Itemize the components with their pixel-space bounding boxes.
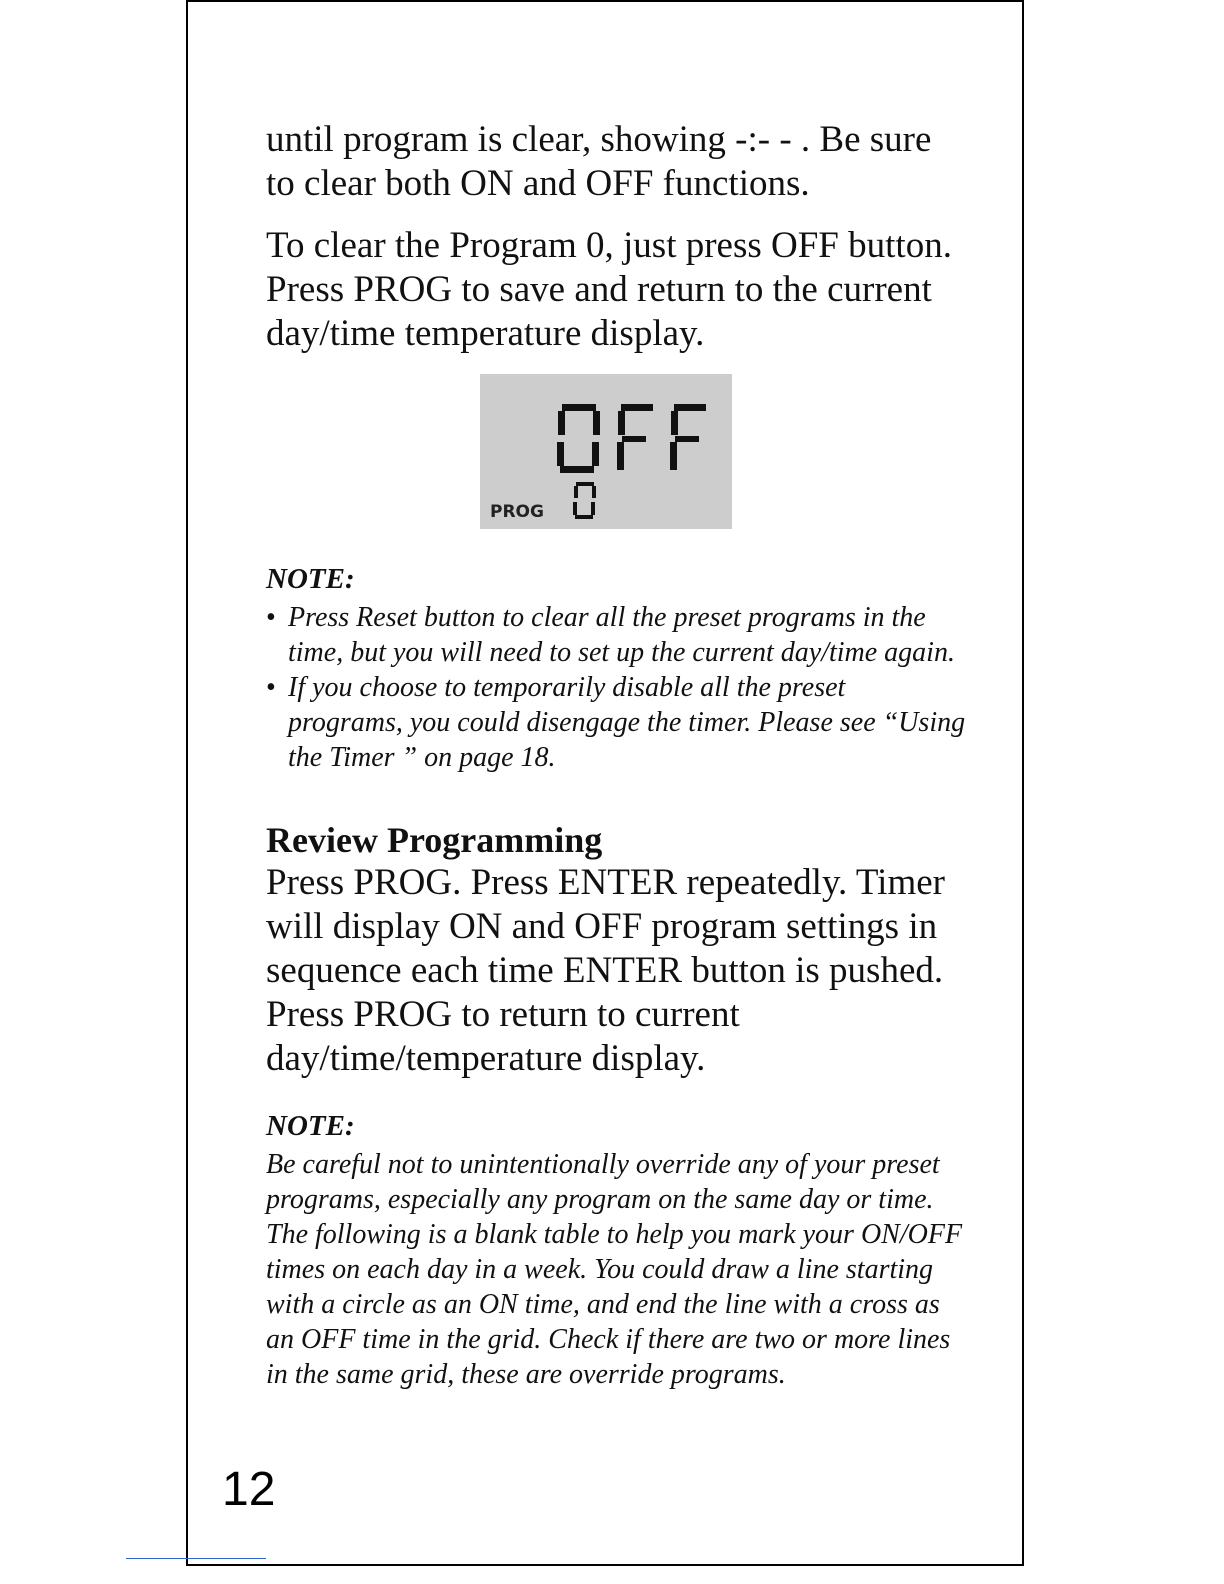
footer-rule — [126, 1558, 266, 1559]
note-item — [266, 600, 966, 670]
note-item — [266, 670, 966, 775]
paragraph-clear-program-0: To clear the Program 0, just press OFF button. Press PROG to save and return to the current day/time temperature display. — [266, 225, 952, 354]
note-heading: NOTE: — [266, 1110, 355, 1142]
note-heading: NOTE: — [266, 563, 355, 595]
lcd-figure — [266, 374, 966, 530]
bullet-icon: • — [266, 602, 276, 633]
note-list — [266, 600, 966, 775]
note-item-text: If you choose to temporarily disable all the preset programs, you could disengage the timer. Please see “Using the Timer ” on page 18. — [288, 672, 966, 773]
lcd-off-segments — [557, 404, 706, 473]
page-content — [266, 118, 966, 1392]
lcd-prog-digit-segments — [573, 482, 596, 519]
note-item-text: Press Reset button to clear all the preset programs in the time, but you will need to set up the current day/time again. — [288, 602, 955, 668]
page-number: 12 — [222, 1463, 276, 1516]
lcd-display — [480, 374, 732, 529]
bullet-icon: • — [266, 672, 276, 703]
note-paragraph: Be careful not to unintentionally override any of your preset programs, especially any program on the same day or time. The following is a blank table to help you mark your ON/OFF times on each day in a week. You could draw a line starting with a circle as an ON time, and end the line with a cross as an OFF time in the grid. Check if there are two or more lines in the same grid, these are override programs. — [266, 1149, 963, 1390]
lcd-prog-label: PROG — [490, 502, 544, 522]
paragraph-clear-program: until program is clear, showing -:- - . Be sure to clear both ON and OFF functions. — [266, 119, 932, 204]
review-programming-text: Press PROG. Press ENTER repeatedly. Timer will display ON and OFF program settings in sequence each time ENTER button is pushed. Press PROG to return to current day/time/temperature display. — [266, 862, 945, 1079]
section-heading-review-programming: Review Programming — [266, 820, 603, 860]
